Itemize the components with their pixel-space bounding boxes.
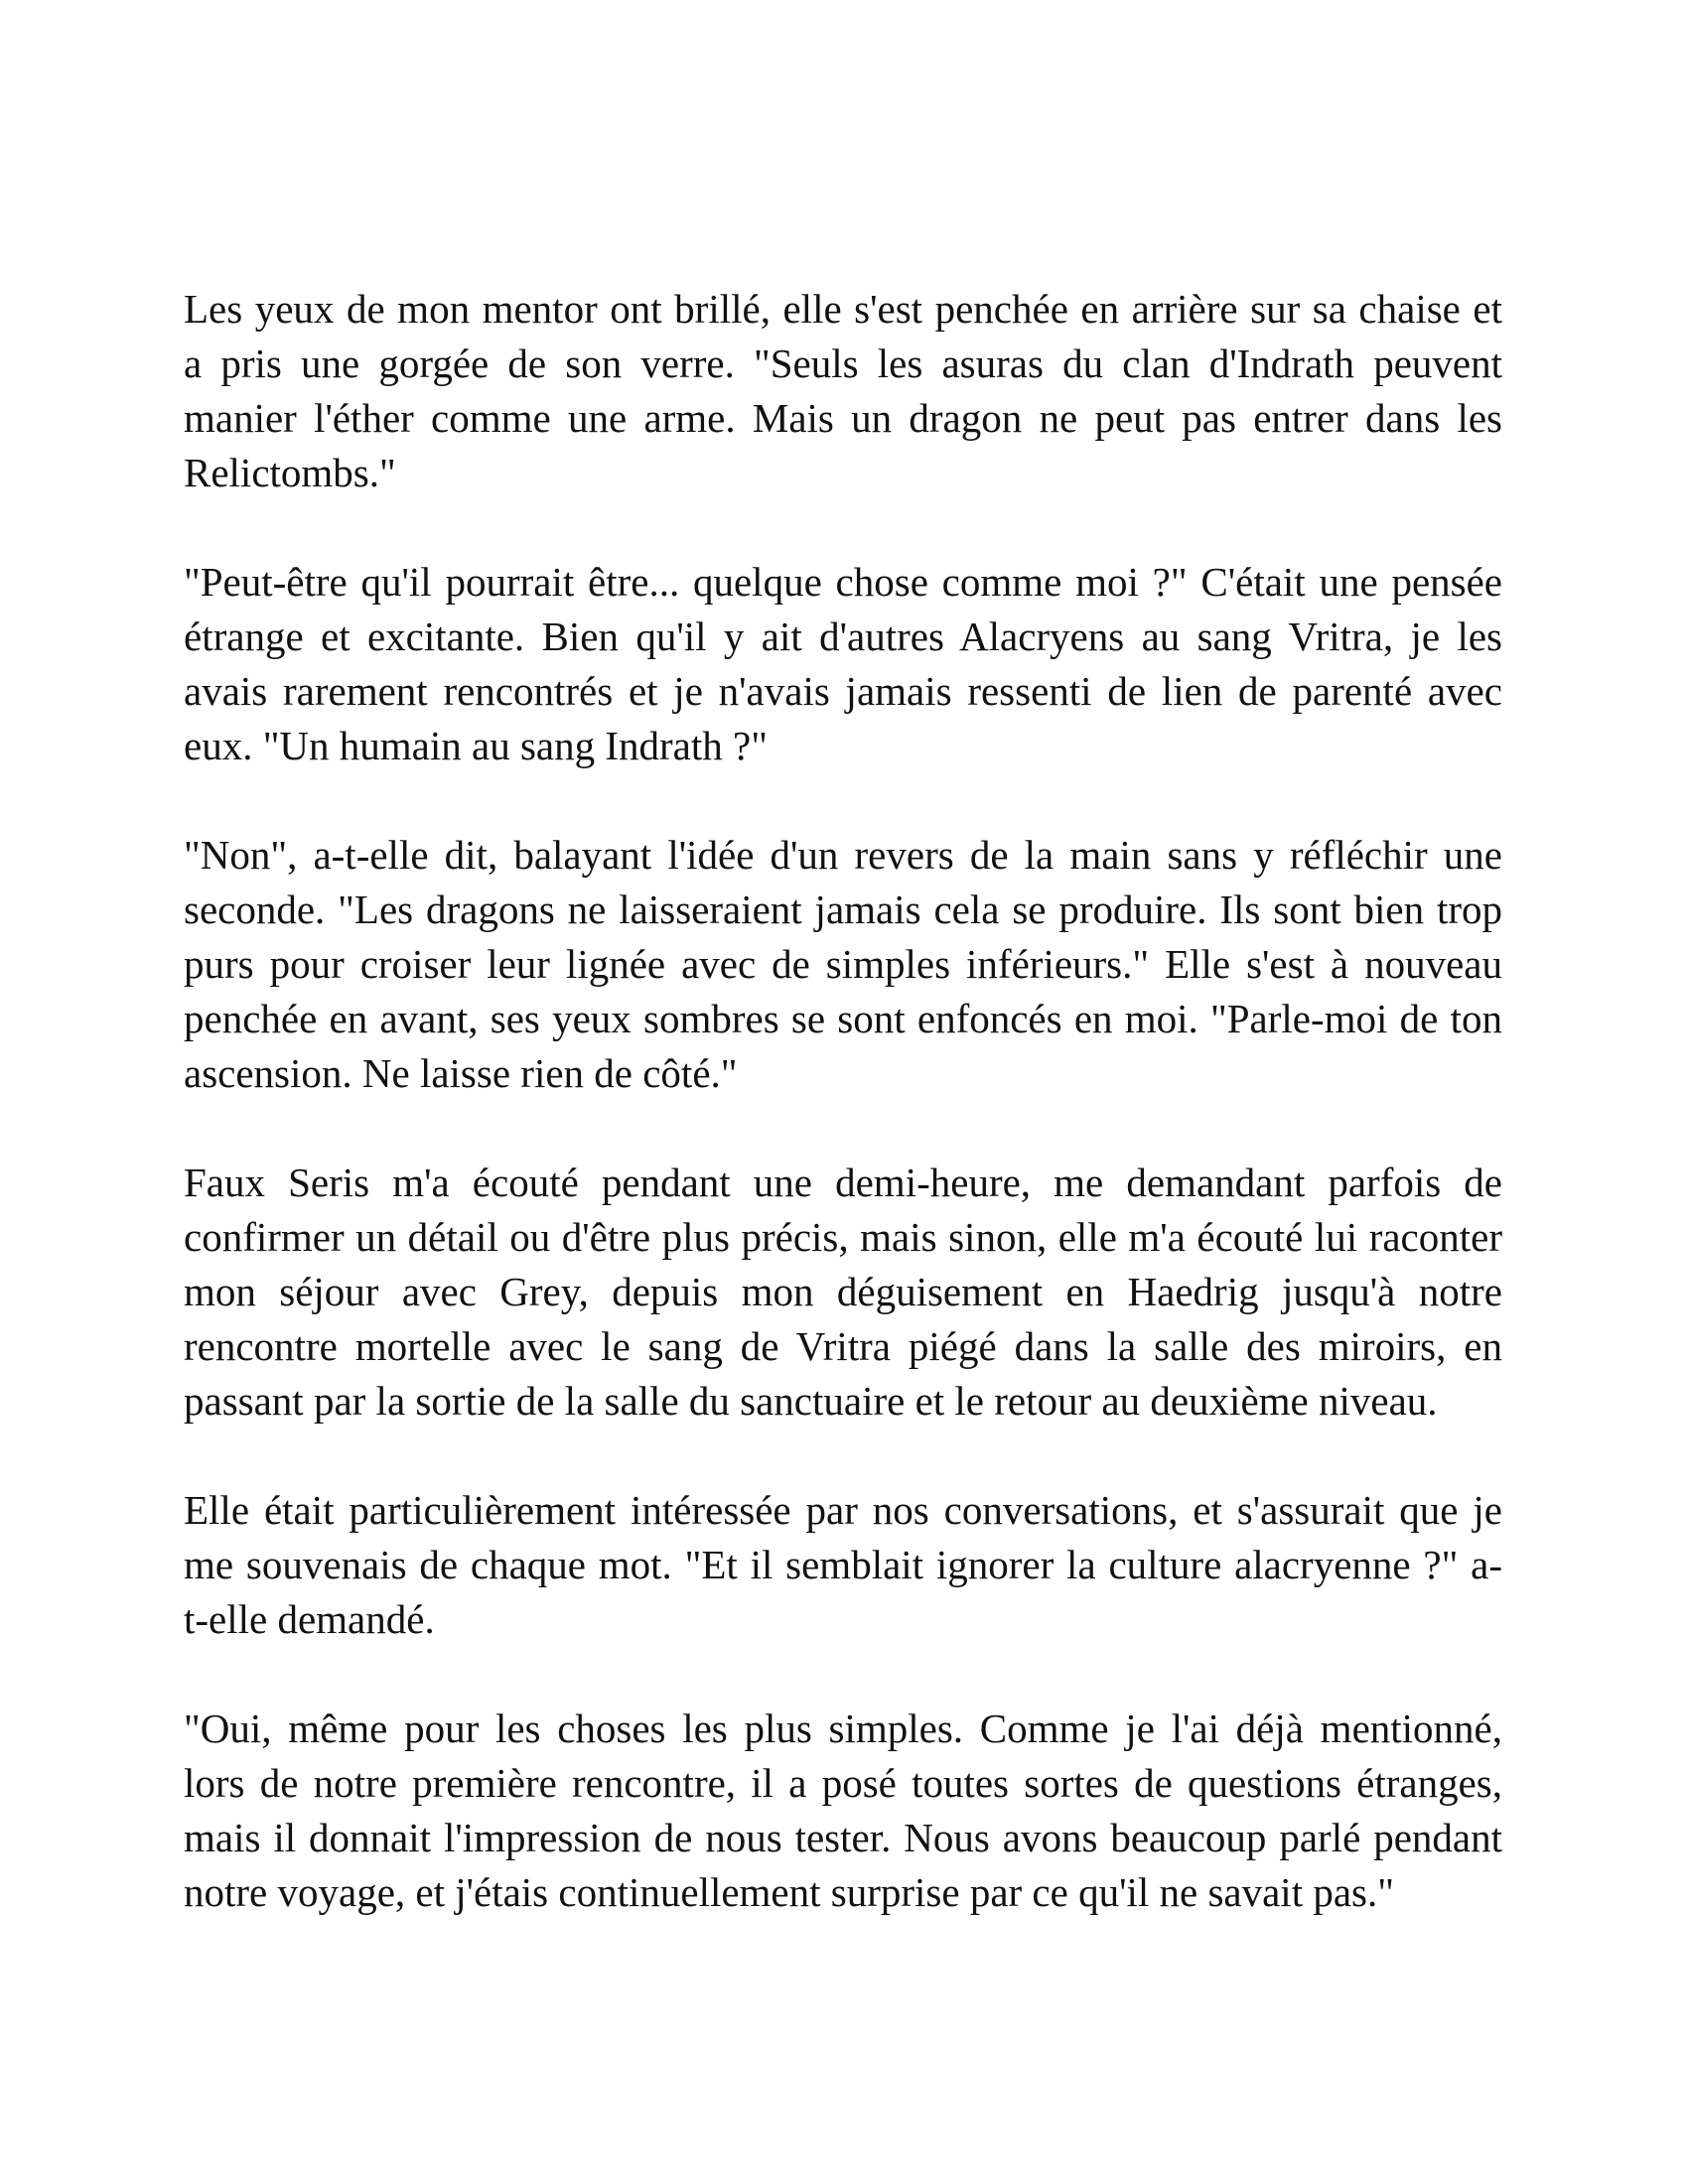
paragraph-4 — [184, 1156, 1502, 1429]
text-line: penchée en avant, ses yeux sombres se sont enfoncés en moi. "Parle-moi de ton — [184, 996, 1502, 1041]
text-line: Relictombs." — [184, 450, 396, 495]
text-line: passant par la sortie de la salle du sanctuaire et le retour au deuxième niveau. — [184, 1378, 1438, 1424]
text-line: Elle était particulièrement intéressée par nos conversations, et s'assurait que je — [184, 1487, 1502, 1533]
text-line: "Peut-être qu'il pourrait être... quelque chose comme moi ?" C'était une pensée — [184, 559, 1502, 605]
text-line: confirmer un détail ou d'être plus précis, mais sinon, elle m'a écouté lui raconter — [184, 1214, 1502, 1260]
text-line: "Non", a-t-elle dit, balayant l'idée d'un revers de la main sans y réfléchir une — [184, 832, 1502, 878]
text-line: me souvenais de chaque mot. "Et il semblait ignorer la culture alacryenne ?" a- — [184, 1542, 1502, 1587]
paragraph-3 — [184, 828, 1502, 1101]
text-line: mon séjour avec Grey, depuis mon déguisement en Haedrig jusqu'à notre — [184, 1269, 1502, 1314]
text-line: Les yeux de mon mentor ont brillé, elle s'est penchée en arrière sur sa chaise et — [184, 286, 1502, 332]
text-line: ascension. Ne laisse rien de côté." — [184, 1050, 738, 1096]
paragraph-6 — [184, 1702, 1502, 1920]
text-line: a pris une gorgée de son verre. "Seuls les asuras du clan d'Indrath peuvent — [184, 341, 1502, 386]
text-line: étrange et excitante. Bien qu'il y ait d'autres Alacryens au sang Vritra, je les — [184, 614, 1502, 659]
body-text — [184, 282, 1502, 1920]
text-line: seconde. "Les dragons ne laisseraient jamais cela se produire. Ils sont bien trop — [184, 887, 1502, 932]
text-line: manier l'éther comme une arme. Mais un dragon ne peut pas entrer dans les — [184, 395, 1502, 441]
text-line: t-elle demandé. — [184, 1596, 435, 1642]
text-line: purs pour croiser leur lignée avec de simples inférieurs." Elle s'est à nouveau — [184, 941, 1502, 987]
paragraph-2 — [184, 555, 1502, 773]
paragraph-1 — [184, 282, 1502, 500]
text-line: notre voyage, et j'étais continuellement surprise par ce qu'il ne savait pas." — [184, 1869, 1394, 1915]
text-line: avais rarement rencontrés et je n'avais jamais ressenti de lien de parenté avec — [184, 668, 1502, 714]
text-line: eux. "Un humain au sang Indrath ?" — [184, 723, 768, 768]
text-line: Faux Seris m'a écouté pendant une demi-heure, me demandant parfois de — [184, 1160, 1502, 1205]
paragraph-5 — [184, 1483, 1502, 1647]
text-line: "Oui, même pour les choses les plus simples. Comme je l'ai déjà mentionné, — [184, 1706, 1502, 1751]
text-line: lors de notre première rencontre, il a posé toutes sortes de questions étranges, — [184, 1760, 1502, 1806]
text-line: mais il donnait l'impression de nous tester. Nous avons beaucoup parlé pendant — [184, 1815, 1502, 1860]
text-line: rencontre mortelle avec le sang de Vritra piégé dans la salle des miroirs, en — [184, 1323, 1502, 1369]
